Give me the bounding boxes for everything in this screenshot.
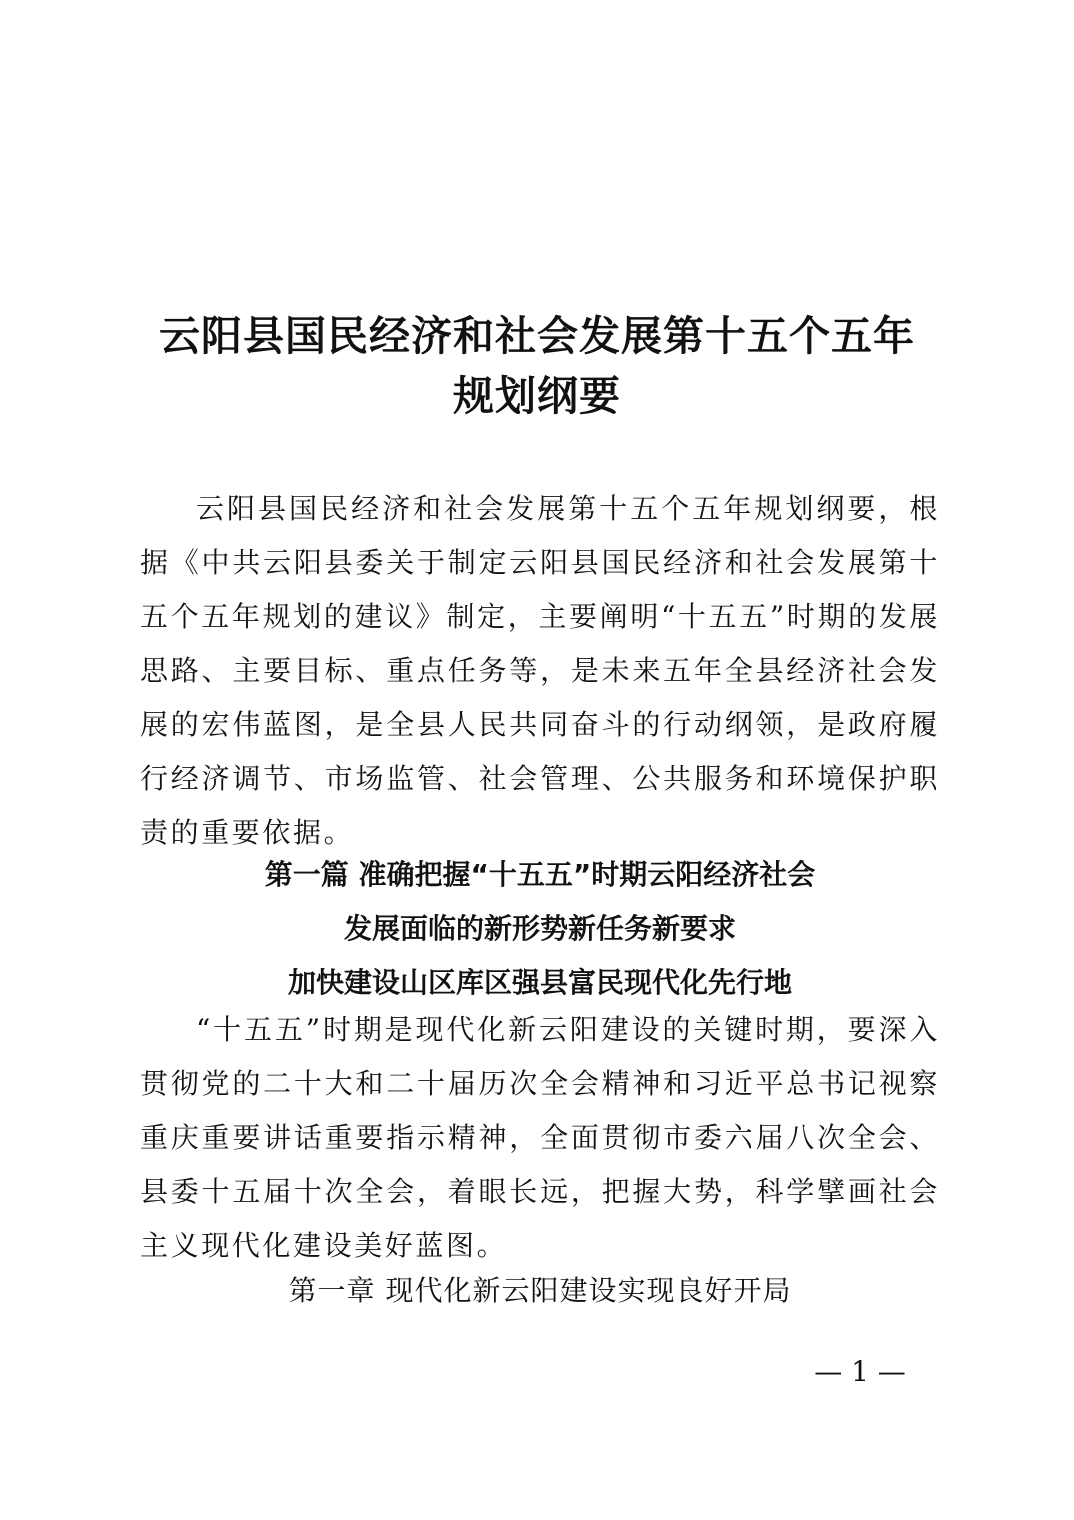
part-heading-line-1: 第一篇 准确把握“十五五”时期云阳经济社会 <box>264 858 816 891</box>
document-title <box>120 306 954 426</box>
part-heading-line-2: 发展面临的新形势新任务新要求 <box>343 912 736 945</box>
part-paragraph: “十五五”时期是现代化新云阳建设的关键时期，要深入贯彻党的二十大和二十届历次全会精神和习近平总书记视察重庆重要讲话重要指示精神，全面贯彻市委六届八次全会、县委十五届十次全会，着眼长远，把握大势，科学擘画社会主义现代化建设美好蓝图。 <box>140 1013 940 1262</box>
document-title-line-1: 云阳县国民经济和社会发展第十五个五年 <box>159 312 915 360</box>
document-title-line-2: 规划纲要 <box>453 372 621 420</box>
intro-paragraph: 云阳县国民经济和社会发展第十五个五年规划纲要，根据《中共云阳县委关于制定云阳县国民经济和社会发展第十五个五年规划的建议》制定，主要阐明“十五五”时期的发展思路、主要目标、重点任务等，是未来五年全县经济社会发展的宏伟蓝图，是全县人民共同奋斗的行动纲领，是政府履行经济调节、市场监管、社会管理、公共服务和环境保护职责的重要依据。 <box>140 492 940 849</box>
part-heading-line-3: 加快建设山区库区强县富民现代化先行地 <box>287 966 792 999</box>
chapter-heading: 第一章 现代化新云阳建设实现良好开局 <box>288 1274 792 1307</box>
part-heading <box>140 848 940 1010</box>
page-number: — 1 — <box>814 1355 906 1388</box>
